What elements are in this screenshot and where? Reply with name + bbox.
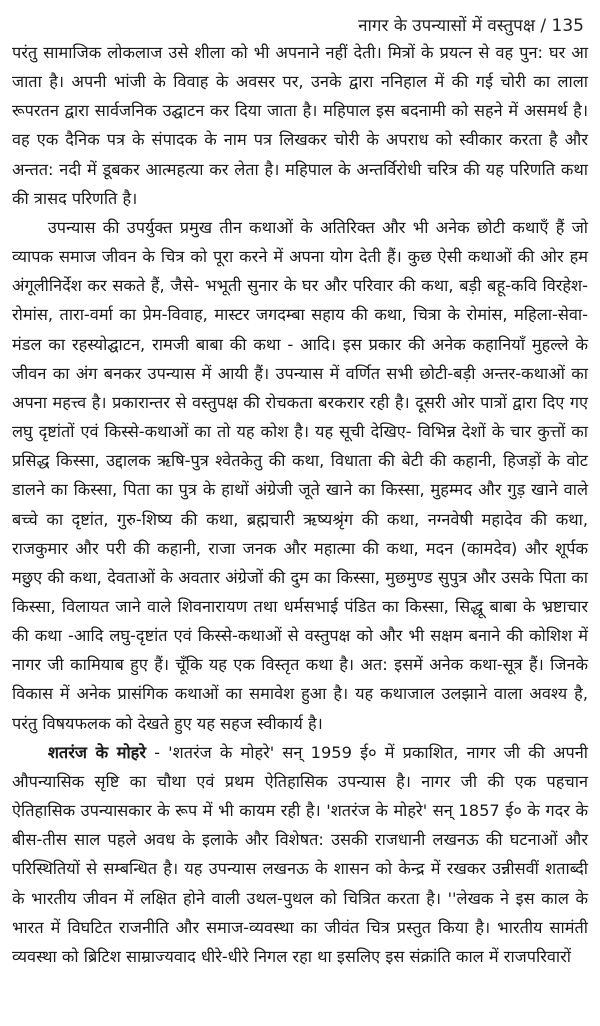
paragraph-shatranj (12, 738, 588, 971)
section-lead-heading: शतरंज के मोहरे (47, 742, 146, 762)
body-text (12, 38, 588, 971)
paragraph-continuation: परंतु सामाजिक लोकलाज उसे शीला को भी अपनाने नहीं देती। मित्रों के प्रयत्न से वह पुन: घर आ जाता है। अपनी भांजी के विवाह के अवसर पर, उनके द्वारा ननिहाल में की गई चोरी का लाला रूपरतन द्वारा सार्वजनिक उद्घाटन कर दिया जाता है। महिपाल इस बदनामी को सहने में असमर्थ है। वह एक दैनिक पत्र के संपादक के नाम पत्र लिखकर चोरी के अपराध को स्वीकार करता है और अन्तत: नदी में डूबकर आत्महत्या कर लेता है। महिपाल के अन्तर्विरोधी चरित्र की यह परिणति कथा की त्रासद परिणति है। (12, 43, 588, 208)
running-header: नागर के उपन्यासों में वस्तुपक्ष / 135 (358, 16, 584, 36)
paragraph-subplots: उपन्यास की उपर्युक्त प्रमुख तीन कथाओं के अतिरिक्त और भी अनेक छोटी कथाएँ हैं जो व्यापक समाज जीवन के चित्र को पूरा करने में अपना योग देती हैं। कुछ ऐसी कथाओं की ओर हम अंगूलीनिर्देश कर सकते हैं, जैसे- भभूती सुनार के घर और परिवार की कथा, बड़ी बहू-कवि विरहेश-रोमांस, तारा-वर्मा का प्रेम-विवाह, मास्टर जगदम्बा सहाय की कथा, चित्रा के रोमांस, महिला-सेवा-मंडल का रहस्योद्घाटन, रामजी बाबा की कथा - आदि। इस प्रकार की अनेक कहानियाँ मुहल्ले के जीवन का अंग बनकर उपन्यास में आयी हैं। उपन्यास में वर्णित सभी छोटी-बड़ी अन्तर-कथाओं का अपना महत्त्व है। प्रकारान्तर से वस्तुपक्ष की रोचकता बरकरार रही है। दूसरी ओर पात्रों द्वारा दिए गए लघु दृष्टांतों एवं किस्से-कथाओं का तो यह कोश है। यह सूची देखिए- विभिन्न देशों के चार कुत्तों का प्रसिद्ध किस्सा, उद्दालक ऋषि-पुत्र श्वेतकेतु की कथा, विधाता की बेटी की कहानी, हिजड़ों के वोट डालने का किस्सा, पिता का पुत्र के हाथों अंग्रेजी जूते खाने का किस्सा, मुहम्मद और गुड़ खाने वाले बच्चे का दृष्टांत, गुरु-शिष्य की कथा, ब्रह्मचारी ऋष्यश्रृंग की कथा, नग्नवेषी महादेव की कथा, राजकुमार और परी की कहानी, राजा जनक और महात्मा की कथा, मदन (कामदेव) और शूर्पक मछुए की कथा, देवताओं के अवतार अंग्रेजों की दुम का किस्सा, मुछमुण्ड सुपुत्र और उसके पिता का किस्सा, विलायत जाने वाले शिवनारायण तथा धर्मसभाई पंडित का किस्सा, सिद्धू बाबा के भ्रष्टाचार की कथा -आदि लघु-दृष्टांत एवं किस्से-कथाओं से वस्तुपक्ष को और भी सक्षम बनाने की कोशिश में नागर जी कामियाब हुए हैं। चूँकि यह एक विस्तृत कथा है। अत: इसमें अनेक कथा-सूत्र हैं। जिनके विकास में अनेक प्रासंगिक कथाओं का समावेश हुआ है। यह कथाजाल उलझाने वाला अवश्य है, परंतु विषयफलक को देखते हुए यह सहज स्वीकार्य है। (12, 217, 588, 733)
paragraph-shatranj-text: - 'शतरंज के मोहरे' सन् 1959 ई० में प्रकाशित, नागर जी की अपनी औपन्यासिक सृष्टि का चौथा एवं प्रथम ऐतिहासिक उपन्यास है। नागर जी की एक पहचान ऐतिहासिक उपन्यासकार के रूप में भी कायम रही है। 'शतरंज के मोहरे' सन् 1857 ई० के गदर के बीस-तीस साल पहले अवध के इलाके और विशेषत: उसकी राजधानी लखनऊ की घटनाओं और परिस्थितियों से सम्बन्धित है। यह उपन्यास लखनऊ के शासन को केन्द्र में रखकर उन्नीसवीं शताब्दी के भारतीय जीवन में लक्षित होने वाली उथल-पुथल को चित्रित करता है। ''लेखक ने इस काल के भारत में विघटित राजनीति और समाज-व्यवस्था का जीवंत चित्र प्रस्तुत किया है। भारतीय सामंती व्यवस्था को ब्रिटिश साम्राज्यवाद धीरे-धीरे निगल रहा था इसलिए इस संक्रांति काल में राजपरिवारों (12, 742, 588, 966)
